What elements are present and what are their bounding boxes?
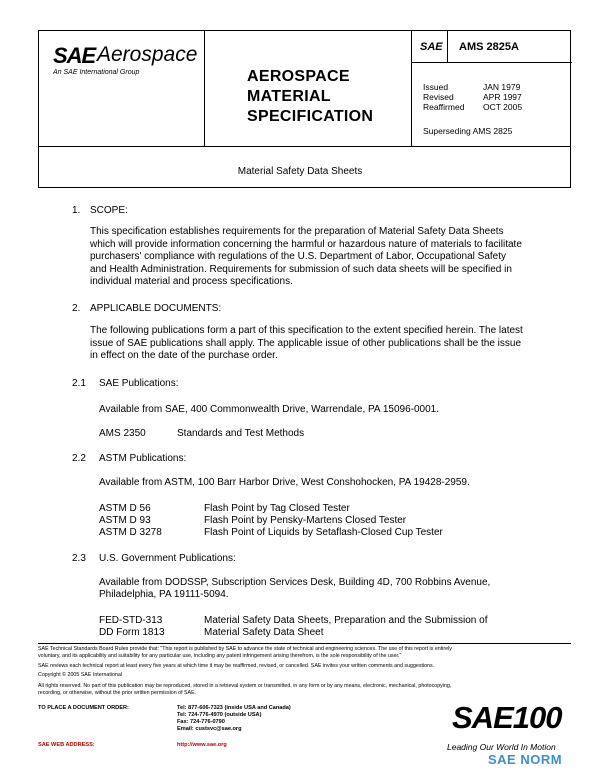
ams-number: AMS 2825A (459, 41, 519, 53)
email: Email: custsvc@sae.org (177, 726, 242, 732)
fax: Fax: 724-776-0790 (177, 719, 225, 725)
gov-availability-line-2: Philadelphia, PA 19111-5094. (99, 589, 229, 600)
text-line: and Health Administration. Requirements for submission of such data sheets will be specified in (90, 263, 512, 275)
text-line: in effect on the date of the purchase order. (90, 350, 278, 361)
date-label: Reaffirmed (423, 102, 465, 112)
date-value: OCT 2005 (483, 102, 523, 112)
header-hline (411, 62, 572, 63)
aerospace-logo-text: Aerospace (97, 43, 198, 66)
date-value: JAN 1979 (483, 82, 521, 92)
section-1-number: 1. (72, 205, 81, 216)
review-notice: SAE reviews each technical report at least every five years at which time it may be reaffirmed, revised, or cancelled. SAE invites your written comments and suggestions. (38, 663, 435, 669)
doc-row-title: Standards and Test Methods (177, 428, 305, 439)
text-line: recording, or otherwise, without the prior written permission of SAE. (38, 690, 197, 696)
sae-norm-watermark: SAE NORM (488, 752, 563, 767)
text-line: All rights reserved. No part of this publication may be reproduced, stored in a retrieval system or transmitted, in any form or by any means, electronic, mechanical, photocopying, (38, 683, 452, 689)
section-2-title: APPLICABLE DOCUMENTS: (90, 303, 222, 314)
text-line: This specification establishes requirements for the preparation of Material Safety Data Sheets (90, 226, 504, 237)
header-divider-1 (204, 31, 205, 146)
rights-notice (38, 683, 571, 697)
date-block (423, 82, 522, 112)
text-line: voluntary, and its applicability and suitability for any particular use, including any patent infringement arising therefrom, is the sole responsibility of the user." (38, 653, 402, 659)
order-label: TO PLACE A DOCUMENT ORDER: (38, 705, 129, 711)
text-line: The following publications form a part of this specification to the extent specified herein. The latest (90, 325, 523, 336)
text-line: issue of SAE publications shall apply. The applicable issue of other publications shall be the issue (90, 337, 522, 349)
text-line: SAE Technical Standards Board Rules provide that: "This report is published by SAE to advance the state of technical and engineering sciences. The use of this report is entirely (38, 646, 452, 652)
sae100-logo: SAE100 (452, 700, 562, 735)
section-1-title: SCOPE: (90, 205, 128, 216)
section-2-1-number: 2.1 (72, 378, 86, 389)
web-label: SAE WEB ADDRESS: (38, 742, 95, 748)
text-line: purchasers' compliance with regulations of the U.S. Department of Labor, Occupational Safety (90, 251, 507, 262)
doc-row-title: Flash Point by Pensky-Martens Closed Tester (204, 515, 407, 526)
doc-row-title: Flash Point by Tag Closed Tester (204, 503, 350, 514)
date-label: Issued (423, 82, 449, 92)
section-2-2-number: 2.2 (72, 453, 86, 464)
doc-type-title (247, 67, 373, 127)
doc-row-title: Flash Point of Liquids by Setaflash-Closed Cup Tester (204, 527, 443, 538)
title-line-1: AEROSPACE (247, 68, 350, 85)
tel-1: Tel: 877-606-7323 (inside USA and Canada) (177, 705, 291, 711)
section-2-3-number: 2.3 (72, 553, 86, 564)
astm-availability: Available from ASTM, 100 Barr Harbor Drive, West Conshohocken, PA 19428-2959. (99, 477, 470, 488)
gov-availability-line-1: Available from DODSSP, Subscription Services Desk, Building 4D, 700 Robbins Avenue, (99, 577, 491, 588)
title-line-3: SPECIFICATION (247, 108, 374, 125)
doc-row-title: Material Safety Data Sheets, Preparation and the Submission of (204, 615, 488, 626)
section-2-number: 2. (72, 303, 81, 314)
doc-row-code: AMS 2350 (99, 428, 146, 439)
section-2-1-title: SAE Publications: (99, 378, 179, 389)
title-line-2: MATERIAL (247, 88, 331, 105)
section-2-2-title: ASTM Publications: (99, 453, 187, 464)
copyright: Copyright © 2005 SAE International (38, 672, 122, 678)
rules-notice (38, 646, 571, 660)
doc-row-code: ASTM D 3278 (99, 527, 162, 538)
mini-sae-logo: SAE (420, 41, 443, 53)
subtitle-border-bottom (38, 187, 571, 188)
date-label: Revised (423, 92, 454, 102)
doc-row-code: DD Form 1813 (99, 627, 165, 638)
text-line: individual material and process specifications. (90, 276, 293, 287)
text-line: which will provide information concerning the harmful or hazardous nature of materials to facilitate (90, 238, 522, 250)
section-2-paragraph (90, 325, 560, 363)
doc-row-title: Material Safety Data Sheet (204, 627, 324, 638)
section-1-paragraph (90, 226, 560, 289)
tel-2: Tel: 724-776-4970 (outside USA) (177, 712, 262, 718)
header-divider-2 (411, 31, 412, 146)
section-2-3-title: U.S. Government Publications: (99, 553, 236, 564)
order-contacts (177, 705, 291, 733)
header-divider-3 (447, 31, 448, 62)
doc-row-code: FED-STD-313 (99, 615, 163, 626)
superseding-note: Superseding AMS 2825 (423, 126, 513, 136)
doc-row-code: ASTM D 93 (99, 515, 151, 526)
sae-availability: Available from SAE, 400 Commonwealth Drive, Warrendale, PA 15096-0001. (99, 404, 439, 415)
sae-logo: SAE (53, 43, 96, 68)
tagline: Leading Our World In Motion (447, 742, 556, 752)
date-row-revised (423, 92, 522, 102)
doc-subtitle: Material Safety Data Sheets (237, 166, 363, 177)
date-value: APR 1997 (483, 92, 522, 102)
date-row-issued (423, 82, 522, 92)
footer-rule (38, 643, 571, 644)
doc-row-code: ASTM D 56 (99, 503, 151, 514)
header-box (38, 30, 571, 147)
date-row-reaffirmed (423, 102, 522, 112)
web-url[interactable]: http://www.sae.org (177, 742, 227, 748)
logo-subtitle: An SAE International Group (53, 69, 140, 76)
